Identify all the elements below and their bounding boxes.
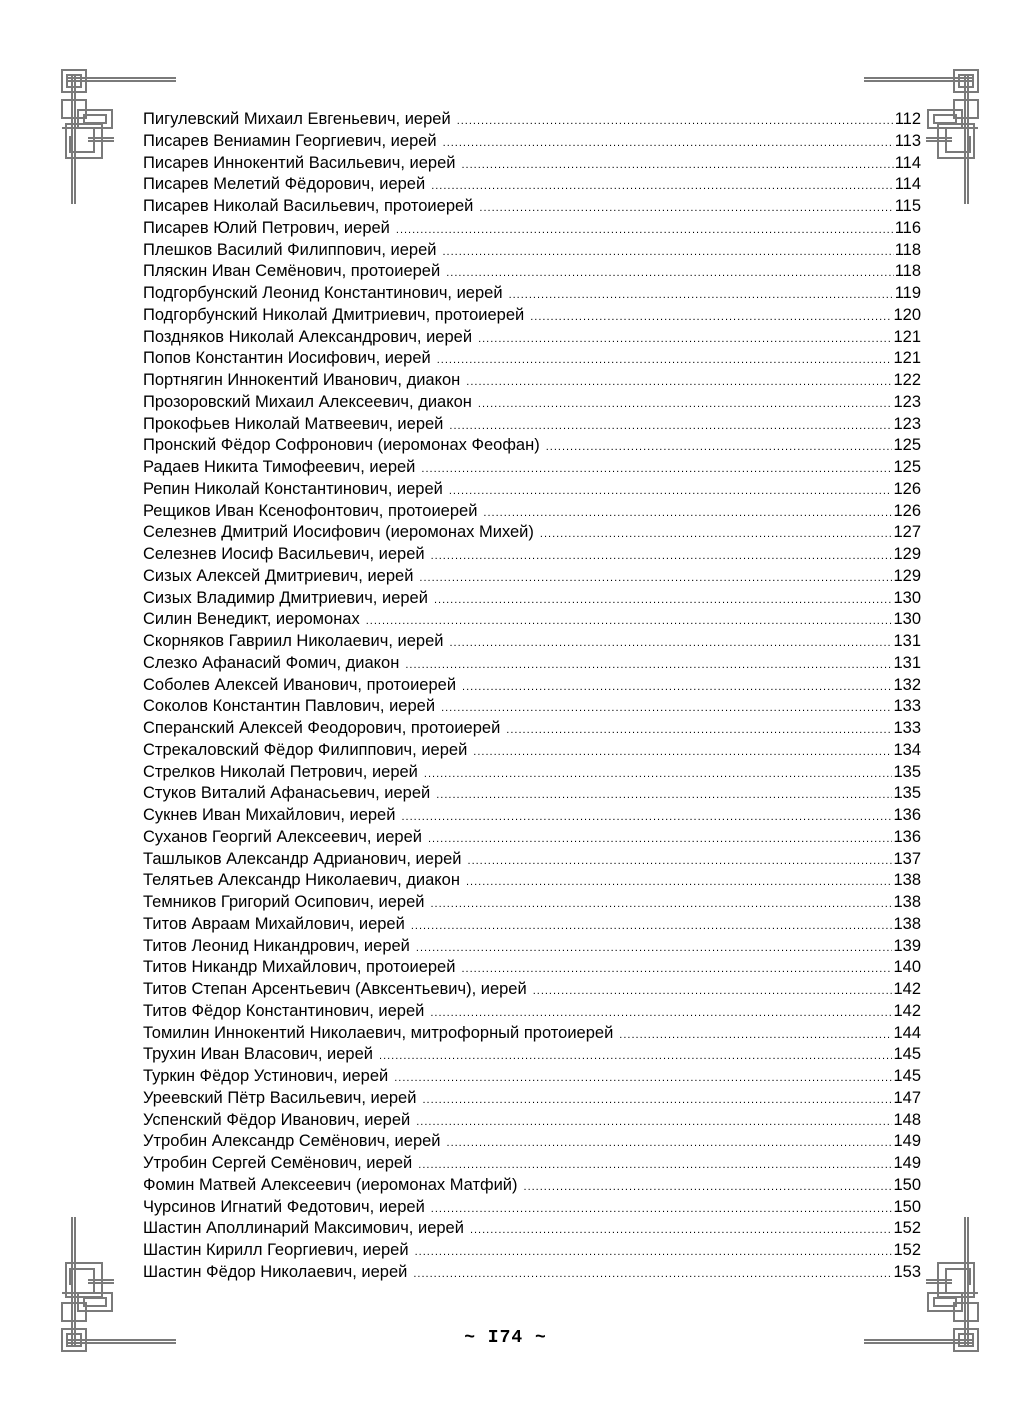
dot-leader [462,677,892,697]
dot-leader [506,720,892,740]
toc-entry-page: 119 [894,284,921,302]
toc-entry-name: Титов Леонид Никандрович, иерей [143,936,410,955]
dot-leader [478,394,893,414]
toc-entry-page: 130 [893,588,921,607]
toc-entry-name: Радаев Никита Тимофеевич, иерей [143,458,416,476]
toc-entry-page: 136 [893,806,921,824]
toc-entry-page: 127 [893,523,921,542]
toc-entry-page: 118 [894,240,921,259]
dot-leader [443,242,894,262]
dot-leader [443,133,894,153]
toc-entry-name: Слезко Афанасий Фомич, диакон [143,653,400,672]
toc-entry-name: Туркин Фёдор Устинович, иерей [143,1067,389,1085]
toc-entry [143,435,921,457]
toc-entry [143,392,921,414]
toc-entry-page: 129 [893,545,921,563]
toc-entry-name: Шастин Кирилл Георгиевич, иерей [143,1241,409,1259]
toc-entry [143,849,921,871]
toc-entry-page: 123 [893,414,921,433]
toc-entry [143,1240,921,1262]
toc-entry-name: Стрелков Николай Петрович, иерей [143,762,418,781]
toc-entry [143,348,921,370]
toc-entry-page: 132 [893,675,921,694]
dot-leader [483,503,892,523]
toc-entry-page: 138 [893,914,921,933]
toc-entry [143,805,921,827]
toc-entry-page: 125 [893,458,921,476]
toc-entry-page: 126 [893,479,921,498]
dot-leader [437,350,893,370]
toc-entry-name: Титов Фёдор Константинович, иерей [143,1001,425,1020]
toc-entry-page: 131 [893,653,921,672]
toc-entry-name: Пигулевский Михаил Евгеньевич, иерей [143,110,451,128]
dot-leader [446,263,893,283]
table-of-contents [143,109,921,1284]
toc-entry [143,936,921,958]
dot-leader [418,1155,892,1175]
toc-entry-page: 125 [893,436,921,455]
dot-leader [421,459,892,479]
toc-entry-name: Сукнев Иван Михайлович, иерей [143,806,396,824]
toc-entry [143,827,921,849]
toc-entry [143,783,921,805]
toc-entry [143,1262,921,1284]
dot-leader [449,481,893,501]
dot-leader [431,176,894,196]
toc-entry-name: Подгорбунский Леонид Константинович, иерей [143,284,503,302]
toc-entry [143,740,921,762]
toc-entry-name: Писарев Иннокентий Васильевич, иерей [143,153,456,172]
dot-leader [466,372,892,392]
toc-entry-name: Шастин Фёдор Николаевич, иерей [143,1262,408,1281]
toc-entry-name: Стуков Виталий Афанасьевич, иерей [143,784,431,803]
toc-entry-name: Сизых Владимир Дмитриевич, иерей [143,588,428,607]
dot-leader [540,524,893,544]
toc-entry-name: Титов Авраам Михайлович, иерей [143,914,405,933]
dot-leader [416,938,893,958]
toc-entry [143,588,921,610]
toc-entry [143,544,921,566]
dot-leader [447,1133,893,1153]
toc-entry-page: 148 [893,1110,921,1129]
toc-entry [143,1153,921,1175]
toc-entry-page: 138 [893,871,921,890]
toc-entry-name: Томилин Иннокентий Николаевич, митрофорный протоиерей [143,1023,614,1042]
dot-leader [366,611,893,631]
dot-leader [468,851,893,871]
dot-leader [478,329,892,349]
dot-leader [449,416,892,436]
toc-entry-page: 139 [893,936,921,955]
toc-entry-page: 118 [894,262,921,281]
dot-leader [473,742,892,762]
toc-entry [143,696,921,718]
toc-entry-page: 150 [893,1197,921,1216]
dot-leader [424,764,893,784]
toc-entry-page: 112 [894,110,921,128]
toc-entry [143,914,921,936]
toc-entry-page: 149 [893,1132,921,1151]
toc-entry-name: Писарев Мелетий Фёдорович, иерей [143,175,426,194]
toc-entry-page: 150 [893,1175,921,1194]
toc-entry-page: 129 [893,566,921,585]
toc-entry [143,305,921,327]
toc-entry-page: 138 [893,893,921,911]
toc-entry-page: 136 [893,827,921,846]
toc-entry-page: 120 [893,305,921,324]
toc-entry [143,174,921,196]
dot-leader [530,307,892,327]
toc-entry [143,870,921,892]
toc-entry-name: Стрекаловский Фёдор Филиппович, иерей [143,740,468,759]
toc-entry [143,522,921,544]
toc-entry-name: Поздняков Николай Александрович, иерей [143,327,473,346]
toc-entry-page: 123 [893,392,921,411]
toc-entry-name: Утробин Александр Семёнович, иерей [143,1132,441,1151]
toc-entry [143,1131,921,1153]
toc-entry-page: 130 [893,610,921,629]
toc-entry [143,153,921,175]
toc-entry-name: Темников Григорий Осипович, иерей [143,893,425,911]
dot-leader [441,698,892,718]
toc-entry [143,718,921,740]
toc-entry-page: 121 [893,327,921,346]
dot-leader [416,1112,892,1132]
toc-entry-page: 134 [893,740,921,759]
toc-entry [143,479,921,501]
toc-entry-page: 135 [893,784,921,803]
toc-entry-name: Прокофьев Николай Матвеевич, иерей [143,414,444,433]
toc-entry [143,1044,921,1066]
toc-entry-page: 122 [893,371,921,389]
toc-entry-name: Трухин Иван Власович, иерей [143,1045,374,1064]
toc-entry-name: Селезнев Дмитрий Иосифович (иеромонах Михей) [143,523,534,542]
toc-entry-page: 114 [894,153,921,172]
toc-entry [143,1175,921,1197]
dot-leader [396,220,894,240]
dot-leader [413,1264,892,1284]
toc-entry-name: Писарев Вениамин Георгиевич, иерей [143,131,437,150]
toc-entry [143,609,921,631]
toc-entry [143,196,921,218]
dot-leader [394,1068,892,1088]
toc-entry-page: 142 [893,1001,921,1020]
dot-leader [546,437,893,457]
dot-leader [434,590,893,610]
toc-entry-name: Писарев Николай Васильевич, протоиерей [143,197,474,215]
toc-entry-name: Ташлыков Александр Адрианович, иерей [143,849,462,868]
dot-leader [411,916,893,936]
toc-entry [143,131,921,153]
toc-entry-page: 145 [893,1045,921,1064]
page-number: ~ I74 ~ [464,1328,547,1348]
toc-entry-name: Титов Никандр Михайлович, протоиерей [143,958,456,977]
toc-entry-name: Шастин Аполлинарий Максимович, иерей [143,1219,464,1238]
toc-entry-name: Успенский Фёдор Иванович, иерей [143,1110,411,1129]
toc-entry-page: 126 [893,501,921,520]
toc-entry-name: Суханов Георгий Алексеевич, иерей [143,827,422,846]
dot-leader [619,1025,892,1045]
toc-entry [143,501,921,523]
dot-leader [401,807,892,827]
toc-entry [143,653,921,675]
toc-entry-name: Силин Венедикт, иеромонах [143,610,360,629]
toc-entry-page: 113 [894,131,921,150]
dot-leader [449,633,892,653]
dot-leader [415,1242,893,1262]
toc-entry [143,957,921,979]
toc-entry [143,283,921,305]
toc-entry-name: Уреевский Пётр Васильевич, иерей [143,1088,417,1107]
toc-entry-name: Сизых Алексей Дмитриевич, иерей [143,566,414,585]
toc-entry-name: Репин Николай Константинович, иерей [143,479,443,498]
toc-entry [143,457,921,479]
dot-leader [428,829,892,849]
toc-entry [143,370,921,392]
dot-leader [509,285,894,305]
toc-entry-name: Соколов Константин Павлович, иерей [143,697,436,716]
toc-entry-page: 133 [893,719,921,737]
dot-leader [479,198,893,218]
toc-entry-page: 152 [893,1241,921,1259]
toc-entry [143,218,921,240]
toc-entry-name: Прозоровский Михаил Алексеевич, диакон [143,392,472,411]
dot-leader [419,568,892,588]
toc-entry [143,1110,921,1132]
toc-entry-page: 121 [893,349,921,368]
toc-entry [143,327,921,349]
toc-entry [143,1001,921,1023]
toc-entry [143,762,921,784]
toc-entry [143,892,921,914]
toc-entry-page: 131 [893,632,921,650]
toc-entry-name: Рещиков Иван Ксенофонтович, протоиерей [143,501,478,520]
dot-leader [430,894,892,914]
toc-entry-page: 140 [893,958,921,977]
toc-entry-page: 152 [893,1219,921,1238]
toc-entry [143,261,921,283]
toc-entry-page: 145 [893,1067,921,1085]
toc-entry [143,109,921,131]
toc-entry-name: Плешков Василий Филиппович, иерей [143,240,437,259]
toc-entry [143,1066,921,1088]
dot-leader [533,981,893,1001]
toc-entry [143,1088,921,1110]
toc-entry [143,414,921,436]
toc-entry [143,631,921,653]
toc-entry [143,1197,921,1219]
dot-leader [405,655,892,675]
toc-entry [143,1218,921,1240]
toc-entry-name: Телятьев Александр Николаевич, диакон [143,871,460,890]
dot-leader [422,1090,892,1110]
toc-entry-name: Подгорбунский Николай Дмитриевич, протоиерей [143,305,525,324]
dot-leader [430,1003,892,1023]
dot-leader [524,1177,893,1197]
toc-entry-name: Пронский Фёдор Софронович (иеромонах Феофан) [143,436,540,455]
toc-entry-name: Фомин Матвей Алексеевич (иеромонах Матфий) [143,1175,518,1194]
toc-entry-name: Портнягин Иннокентий Иванович, диакон [143,371,461,389]
toc-entry-page: 116 [894,218,921,237]
toc-entry-name: Писарев Юлий Петрович, иерей [143,218,390,237]
toc-entry-name: Скорняков Гавриил Николаевич, иерей [143,632,444,650]
toc-entry [143,979,921,1001]
toc-entry [143,675,921,697]
dot-leader [466,872,893,892]
toc-entry [143,240,921,262]
dot-leader [436,785,892,805]
toc-entry-name: Селезнев Иосиф Васильевич, иерей [143,545,425,563]
toc-entry [143,1023,921,1045]
toc-entry-page: 142 [893,980,921,998]
toc-entry-name: Титов Степан Арсентьевич (Авксентьевич), иерей [143,980,527,998]
toc-entry-name: Утробин Сергей Семёнович, иерей [143,1154,413,1172]
dot-leader [379,1046,892,1066]
toc-entry-page: 135 [893,762,921,781]
toc-entry-page: 149 [893,1154,921,1172]
toc-entry-page: 153 [893,1262,921,1281]
toc-entry-page: 147 [893,1088,921,1107]
dot-leader [461,959,892,979]
toc-entry-page: 115 [894,197,921,215]
toc-entry-page: 133 [893,697,921,716]
dot-leader [431,1199,893,1219]
toc-entry-name: Сперанский Алексей Феодорович, протоиерей [143,719,501,737]
toc-entry-page: 144 [893,1023,921,1042]
dot-leader [457,111,894,131]
toc-entry-page: 114 [894,175,921,194]
dot-leader [431,546,893,566]
toc-entry-name: Попов Константин Иосифович, иерей [143,349,431,368]
toc-entry [143,566,921,588]
toc-entry-name: Чурсинов Игнатий Федотович, иерей [143,1197,425,1216]
toc-entry-page: 137 [893,849,921,868]
dot-leader [470,1220,893,1240]
toc-entry-name: Соболев Алексей Иванович, протоиерей [143,675,457,694]
dot-leader [462,155,894,175]
toc-entry-name: Пляскин Иван Семёнович, протоиерей [143,262,441,281]
